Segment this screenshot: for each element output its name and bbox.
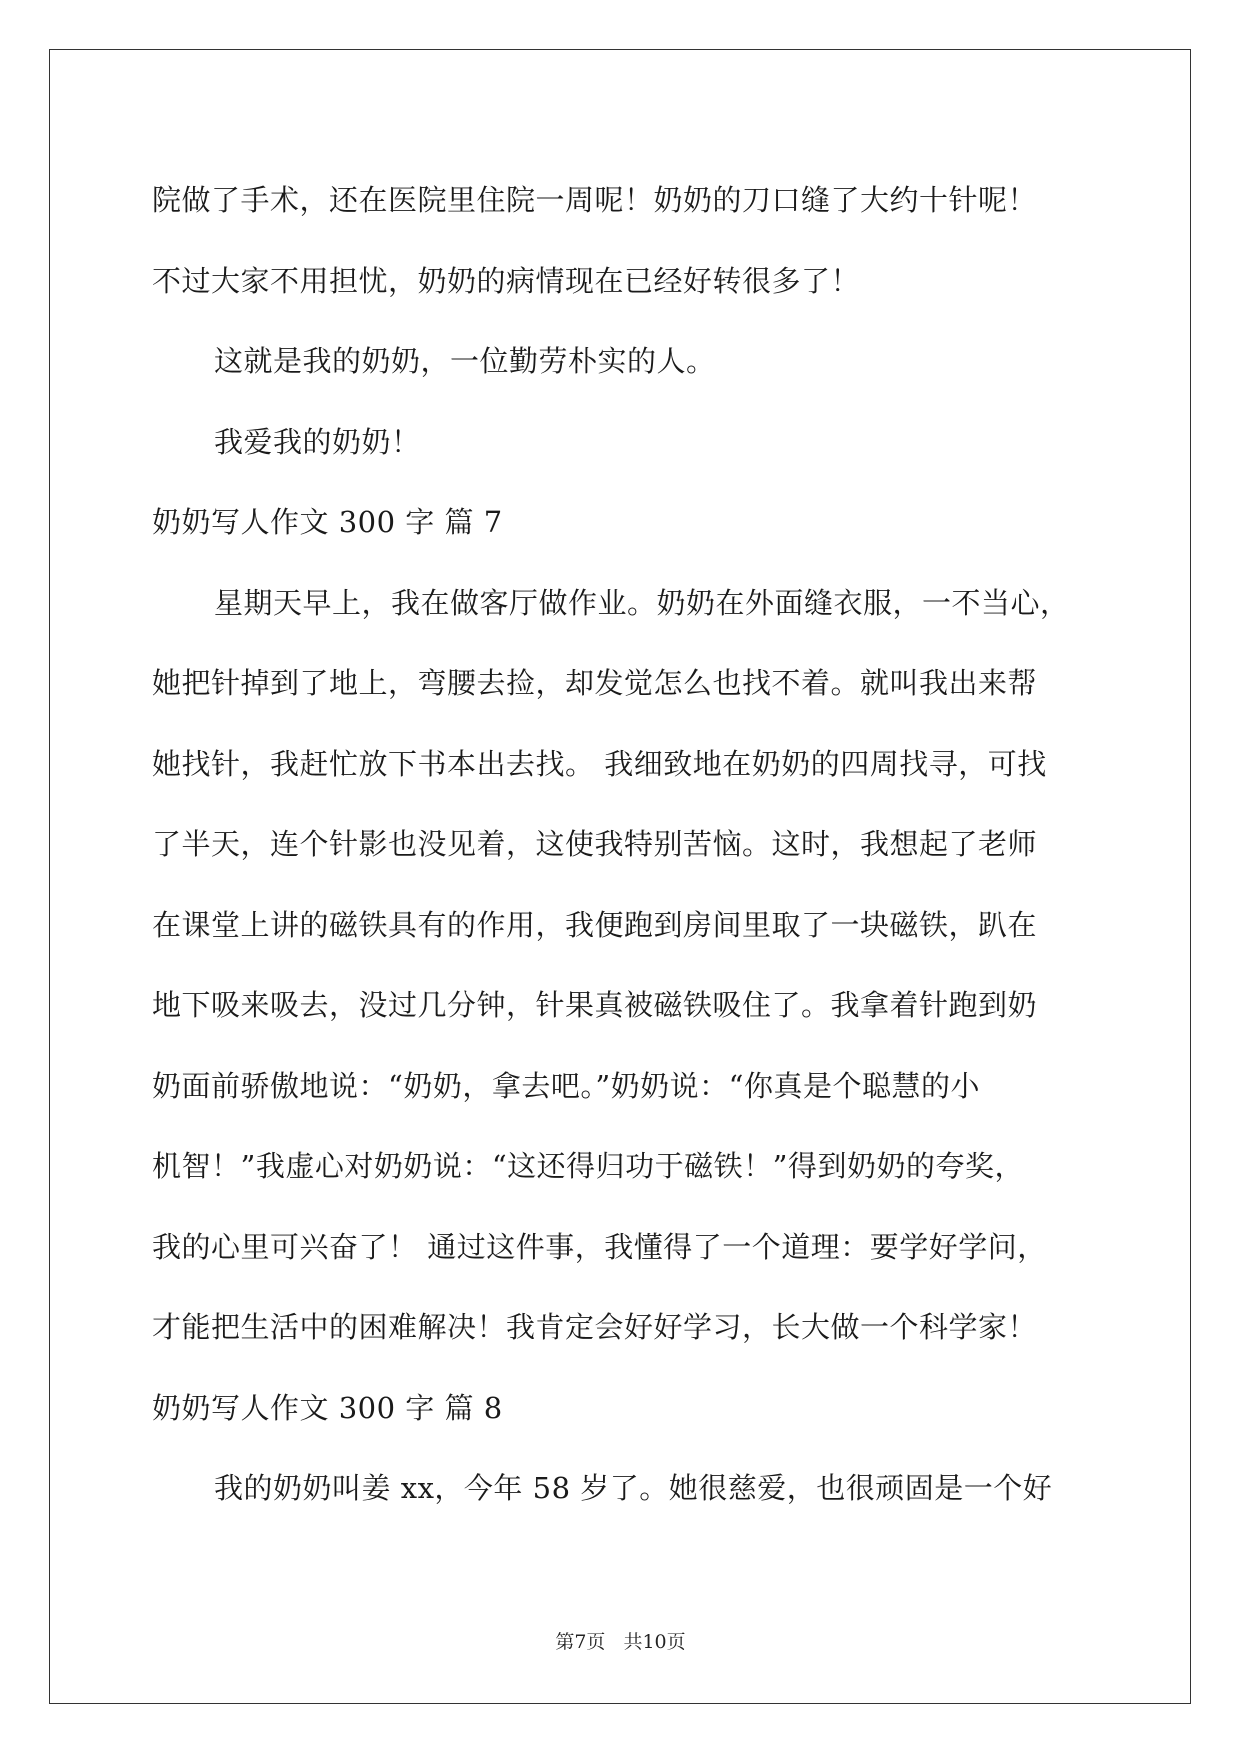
page-total: 共10页 (623, 1631, 686, 1653)
text-line-13: 机智！”我虚心对奶奶说：“这还得归功于磁铁！”得到奶奶的夸奖， (152, 1149, 1024, 1183)
text-line-2: 不过大家不用担忧，奶奶的病情现在已经好转很多了！ (152, 263, 861, 298)
document-body (152, 160, 1092, 1529)
page-footer (0, 1627, 1241, 1654)
text-line-3: 这就是我的奶奶，一位勤劳朴实的人。 (214, 344, 716, 378)
section-heading-7: 奶奶写人作文 300 字 篇 7 (152, 505, 503, 539)
section-heading-8: 奶奶写人作文 300 字 篇 8 (152, 1390, 503, 1425)
text-line-8: 她找针，我赶忙放下书本出去找。 我细致地在奶奶的四周找寻，可找 (152, 746, 1047, 781)
text-line-6: 星期天早上，我在做客厅做作业。奶奶在外面缝衣服，一不当心， (214, 585, 1070, 620)
text-line-1: 院做了手术，还在医院里住院一周呢！奶奶的刀口缝了大约十针呢！ (152, 183, 1038, 217)
text-line-14: 我的心里可兴奋了！ 通过这件事，我懂得了一个道理：要学好学问， (152, 1229, 1047, 1264)
text-line-17: 我的奶奶叫姜 xx，今年 58 岁了。她很慈爱，也很顽固是一个好 (214, 1471, 1053, 1505)
text-line-9: 了半天，连个针影也没见着，这使我特别苦恼。这时，我想起了老师 (152, 827, 1038, 861)
text-line-10: 在课堂上讲的磁铁具有的作用，我便跑到房间里取了一块磁铁，趴在 (152, 907, 1038, 942)
text-line-11: 地下吸来吸去，没过几分钟，针果真被磁铁吸住了。我拿着针跑到奶 (152, 988, 1038, 1022)
text-line-4: 我爱我的奶奶！ (214, 424, 421, 459)
page-number: 第7页 (555, 1631, 606, 1653)
text-line-15: 才能把生活中的困难解决！我肯定会好好学习，长大做一个科学家！ (152, 1310, 1038, 1344)
text-line-7: 她把针掉到了地上，弯腰去捡，却发觉怎么也找不着。就叫我出来帮 (152, 666, 1038, 700)
text-line-12: 奶面前骄傲地说：“奶奶，拿去吧。”奶奶说：“你真是个聪慧的小 (152, 1068, 980, 1103)
